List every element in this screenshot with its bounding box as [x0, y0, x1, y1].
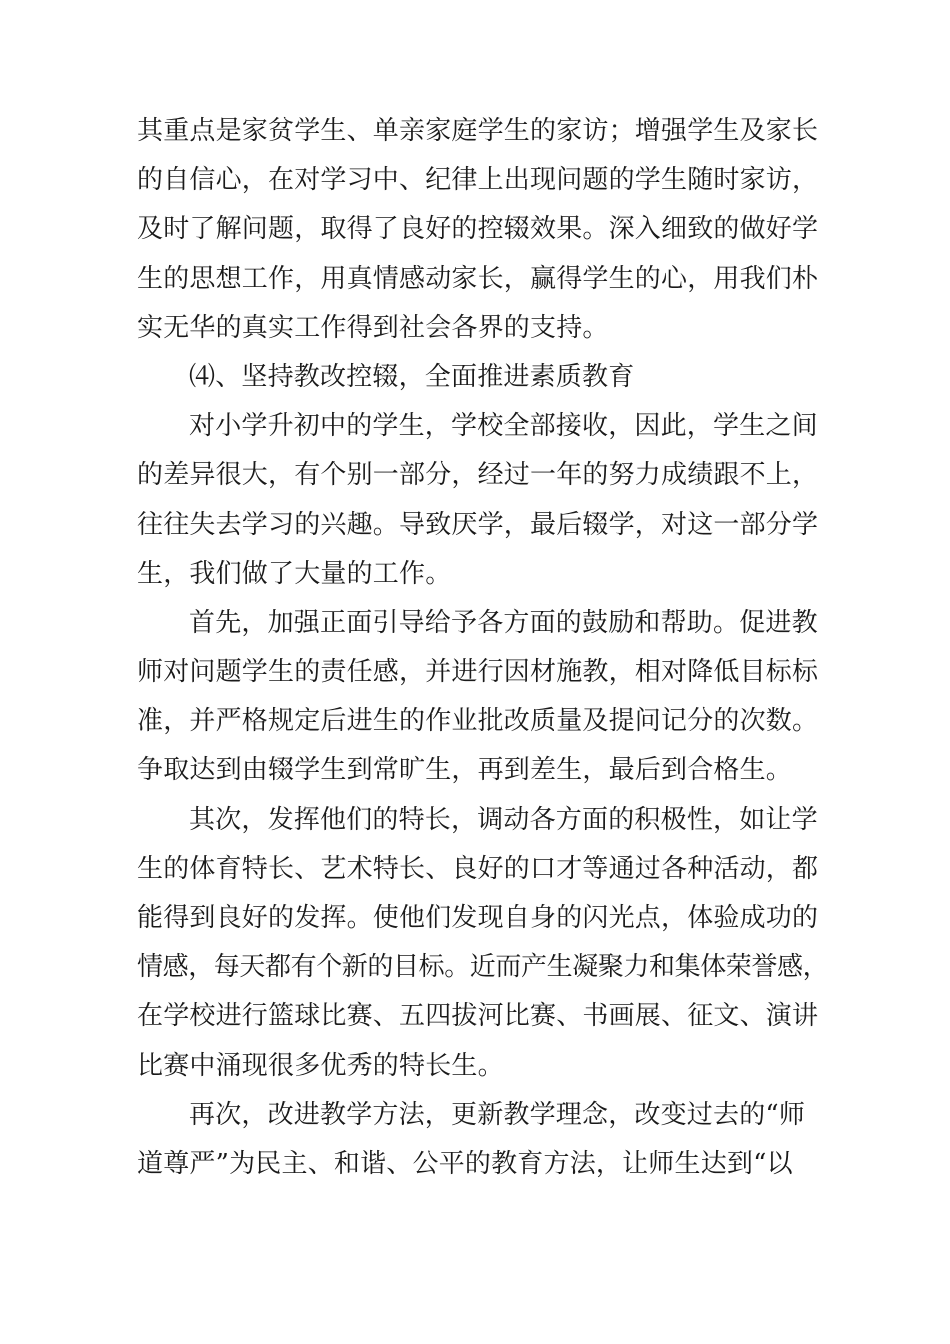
section-heading: ⑷、坚持教改控辍，全面推进素质教育 — [189, 361, 635, 392]
text-line: 及时了解问题，取得了良好的控辍效果。深入细致的做好学 — [137, 214, 819, 245]
text-line: 准，并严格规定后进生的作业批改质量及提问记分的次数。 — [137, 706, 819, 737]
paragraph-start-line: 再次，改进教学方法，更新教学理念，改变过去的“师 — [189, 1099, 806, 1130]
text-line: 能得到良好的发挥。使他们发现自身的闪光点，体验成功的 — [137, 903, 819, 933]
text-line: 生的思想工作，用真情感动家长，赢得学生的心，用我们朴 — [137, 263, 819, 294]
text-line: 师对问题学生的责任感，并进行因材施教，相对降低目标标 — [137, 657, 819, 688]
text-line: 生的体育特长、艺术特长、良好的口才等通过各种活动，都 — [137, 853, 819, 884]
text-line: 情感，每天都有个新的目标。近而产生凝聚力和集体荣誉感， — [137, 952, 829, 983]
text-line: 实无华的真实工作得到社会各界的支持。 — [137, 312, 609, 343]
text-line: 道尊严”为民主、和谐、公平的教育方法，让师生达到“以 — [137, 1148, 793, 1179]
text-line: 在学校进行篮球比赛、五四拔河比赛、书画展、征文、演讲 — [137, 1001, 819, 1032]
text-line: 争取达到由辍学生到常旷生，再到差生，最后到合格生。 — [137, 755, 793, 786]
paragraph-start-line: 对小学升初中的学生，学校全部接收，因此，学生之间 — [189, 411, 818, 442]
text-line: 的自信心，在对学习中、纪律上出现问题的学生随时家访， — [137, 165, 819, 196]
text-line: 其重点是家贫学生、单亲家庭学生的家访；增强学生及家长 — [137, 116, 819, 146]
text-line: 生，我们做了大量的工作。 — [137, 558, 452, 589]
text-line: 比赛中涌现很多优秀的特长生。 — [137, 1050, 504, 1081]
text-line: 往往失去学习的兴趣。导致厌学，最后辍学，对这一部分学 — [137, 509, 819, 540]
paragraph-start-line: 首先，加强正面引导给予各方面的鼓励和帮助。促进教 — [189, 607, 818, 638]
text-line: 的差异很大，有个别一部分，经过一年的努力成绩跟不上， — [137, 460, 819, 491]
document-body — [137, 107, 827, 1189]
paragraph-start-line: 其次，发挥他们的特长，调动各方面的积极性，如让学 — [189, 804, 818, 835]
